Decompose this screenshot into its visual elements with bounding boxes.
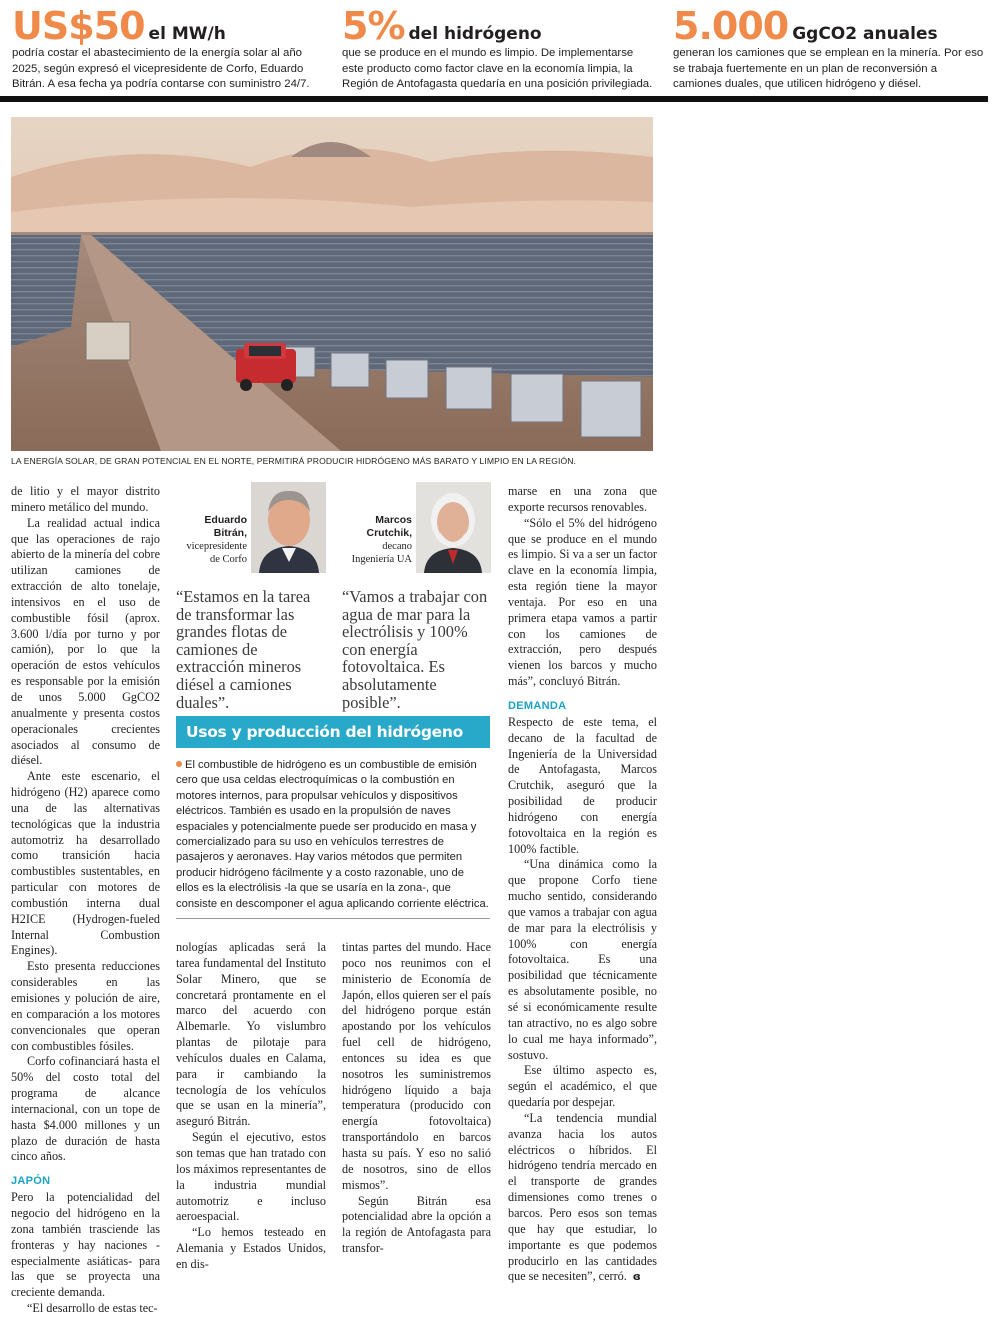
col3-paragraph: tintas partes del mundo. Hace poco nos reunimos con el ministerio de Economía de Japón, ellos quieren ser el país del hidrógeno porque están apostando por los vehículos fuel cell de hidrógeno, entonces su idea es que nosotros les suministremos hidrógeno líquido a baja temperatura (producido con energía fotovoltaica) transportándolo en barcos hasta su país. Y eso no salió de nosotros, sino de ellos mismos”. [342,940,491,1192]
photo-illustration [11,117,653,451]
box-text [176,758,490,912]
column-3 [342,940,491,1257]
person-role: vicepresidente [186,541,247,552]
stat-1-unit: el MW/h [148,24,226,44]
bullet-dot-icon [176,761,182,767]
col4-paragraph: Ese último aspecto es, según el académico, el que quedaría por despejar. [508,1063,657,1110]
col4-paragraph: marse en una zona que exporte recursos renovables. [508,484,657,514]
col2-paragraph: Según el ejecutivo, estos son temas que han tratado con los máximos representantes de la industria mundial automotriz e incluso aeroespacial. [176,1130,326,1224]
bitran-portrait [251,482,326,573]
photo-caption: LA ENERGÍA SOLAR, DE GRAN POTENCIAL EN EL NORTE, PERMITIRÁ PRODUCIR HIDRÓGENO MÁS BARATO Y LIMPIO EN LA REGIÓN. [11,456,577,466]
end-mark-icon: ɞ [632,1270,641,1284]
box-divider [176,918,490,919]
box-body: El combustible de hidrógeno es un combustible de emisión cero que usa celdas electroquímicas o la combustión en motores internos, para propulsar vehículos y dispositivos eléctricos. También es usado en la propulsión de naves espaciales y potencialmente puede ser producido en masa y comercializado para su uso en vehículos terrestres de pasajeros y aeronaves. Hay varios métodos que permiten producir hidrógeno fácilmente y a costo razonable, uno de ellos es la electrólisis -la que se usaría en la zona-, que consiste en descomponer el agua aplicando corriente eléctrica. [176,759,489,910]
col1-paragraph: Ante este escenario, el hidrógeno (H2) aparece como una de las alternativas tecnológicas que la industria automotriz ha desarrollado como transición hacia combustibles sustentables, en particular con motores de combustión interna dual H2ICE (Hydrogen-fueled Internal Combustion Engines). [11,769,160,958]
col4-paragraph: Respecto de este tema, el decano de la facultad de Ingeniería de la Universidad de Antofagasta, Marcos Crutchik, aseguró que la posibilidad de producir hidrógeno con energía fotovoltaica en la región es 100% factible. [508,714,657,856]
col3-paragraph: Según Bitrán esa potencialidad abre la opción a la región de Antofagasta para transfor- [342,1193,491,1256]
box-title: Usos y producción del hidrógeno [176,716,490,748]
col1-paragraph: Pero la potencialidad del negocio del hidrógeno en la zona también trasciende las fronteras y hay naciones -especialmente asiáticas- para las que se proyecta una creciente demanda. [11,1190,160,1300]
stat-3-text: generan los camiones que se emplean en la minería. Por eso se trabaja fuertemente en un plan de reconversión a camiones duales, que utilicen hidrógeno y diésel. [673,47,984,90]
col1-paragraph: de litio y el mayor distrito minero metálico del mundo. [11,484,160,514]
stat-1 [12,6,322,93]
stat-2-unit: del hidrógeno [408,24,542,44]
person-role: de Corfo [209,554,247,565]
col4-last-text: “La tendencia mundial avanza hacia los autos eléctricos o híbridos. El hidrógeno tendría mercado en el transporte de grandes dimensiones como trenes o barcos. Pero esos son temas que hay que estudiar, lo importante es que podemos producirlo en las cantidades que se necesiten”, cerró. [508,1110,657,1284]
stat-3-unit: GgCO2 anuales [792,24,938,44]
stat-1-text: podría costar el abastecimiento de la energía solar al año 2025, según expresó el vicepresidente de Corfo, Eduardo Bitrán. A esa fecha ya podría contarse con suministro 24/7. [12,47,310,90]
person-bitran [175,482,327,574]
col2-paragraph: nologías aplicadas será la tarea fundamental del Instituto Solar Minero, que se concretará prontamente en el marco del acuerdo con Albemarle. Yo vislumbro plantas de pilotaje para vehículos duales en Calama, para ir cambiando la tecnología de los vehículos que se usan en la minería”, aseguró Bitrán. [176,940,326,1129]
subhead-demanda: DEMANDA [508,699,567,712]
column-1 [11,484,160,1317]
stat-2 [342,6,657,93]
col1-paragraph: Esto presenta reducciones considerables en las emisiones y polución de aire, en comparación a los motores convencionales que operan con combustibles fósiles. [11,959,160,1053]
col2-paragraph: “Lo hemos testeado en Alemania y Estados Unidos, en dis- [176,1225,326,1271]
person-crutchik [340,482,492,574]
top-rule [0,96,988,102]
col4-paragraph [508,1111,657,1285]
person-name: Marcos Crutchik, [366,514,412,539]
person-name: Eduardo Bitrán, [204,514,247,539]
col4-paragraph: “Sólo el 5% del hidrógeno que se produce en el mundo es limpio. Si va a ser un factor clave en la economía limpia, esta región tiene la mayor ventaja. Por eso en una primera etapa vamos a partir con los camiones de extracción, pero después vienen los barcos y mucho más”, concluyó Bitrán. [508,515,657,689]
stat-1-value: US$50 [12,4,145,48]
col1-paragraph: La realidad actual indica que las operaciones de rajo abierto de la minería del cobre utilizan camiones de extracción de alto tonelaje, intensivos en el uso de combustible fósil (aprox. 3.600 l/día por turno y por camión), por lo que la operación de estos vehículos es responsable por la emisión de unos 5.000 GgCO2 anualmente y presenta costos operacionales crecientes asociados al consumo de diésel. [11,515,160,768]
solar-plant-photo [11,117,653,451]
crutchik-portrait [416,482,491,573]
person-role: Ingeniería UA [351,554,412,565]
column-4 [508,484,657,1285]
stat-3-value: 5.000 [673,4,789,48]
person-role: decano [382,541,412,552]
column-2 [176,940,326,1273]
col1-paragraph: “El desarrollo de estas tec- [27,1301,158,1316]
subhead-japon: JAPÓN [11,1175,51,1188]
bitran-quote: “Estamos en la tarea de transformar las grandes flotas de camiones de extracción mineros diésel a camiones duales”. [176,587,311,712]
col4-paragraph: “Una dinámica como la que propone Corfo tiene mucho sentido, considerando que vamos a trabajar con agua de mar para la electrólisis y 100% con energía fotovoltaica. Es una posibilidad que técnicamente es absolutamente posible, no sé si económicamente resulte tan atractivo, no es algo sobre lo cual me haya informado”, sostuvo. [508,857,657,1062]
stat-3 [673,6,988,93]
stat-2-text: que se produce en el mundo es limpio. De implementarse este producto como factor clave en la economía limpia, la Región de Antofagasta quedaría en una posición privilegiada. [342,47,653,90]
crutchik-quote: “Vamos a trabajar con agua de mar para la electrólisis y 100% con energía fotovoltaica. Es absolutamente posible”. [342,587,488,712]
stat-2-value: 5% [342,4,405,48]
col1-paragraph: Corfo cofinanciará hasta el 50% del costo total del programa de alcance internacional, con un tope de hasta $4.000 millones y un plazo de duración de hasta cinco años. [11,1054,160,1164]
